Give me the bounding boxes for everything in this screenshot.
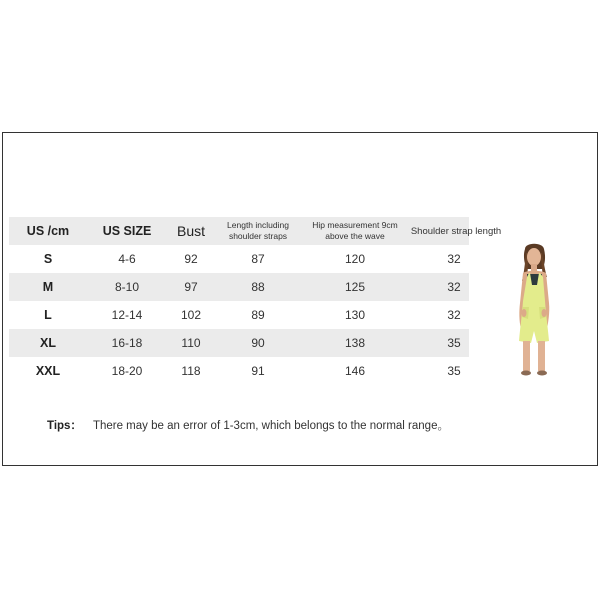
header-length	[223, 217, 293, 245]
row-hip: 120	[344, 252, 366, 266]
header-shoulder-strap: Shoulder strap length	[410, 225, 502, 237]
row-hip: 138	[344, 336, 366, 350]
row-us-size: 18-20	[111, 364, 143, 378]
row-hip: 125	[344, 280, 366, 294]
row-us-size: 8-10	[114, 280, 140, 294]
size-chart-frame	[2, 132, 598, 466]
row-length: 90	[251, 336, 265, 350]
row-bust: 110	[181, 336, 201, 350]
row-bust: 118	[181, 364, 201, 378]
row-strap: 35	[447, 336, 461, 350]
row-bust: 92	[184, 252, 198, 266]
row-strap: 32	[447, 308, 461, 322]
tips-note	[47, 417, 449, 433]
row-length: 89	[251, 308, 265, 322]
row-length: 91	[251, 364, 265, 378]
row-bust: 102	[180, 308, 202, 322]
row-size: XXL	[35, 364, 61, 378]
row-size: M	[42, 280, 54, 294]
product-photo	[503, 243, 565, 377]
table-row	[9, 357, 469, 385]
header-hip-line1: Hip measurement 9cm	[312, 220, 398, 230]
row-size: XL	[40, 336, 56, 350]
row-strap: 32	[447, 280, 461, 294]
table-row	[9, 301, 469, 329]
header-us-size: US SIZE	[102, 224, 152, 238]
header-length-line1: Length including	[227, 220, 289, 230]
header-bust: Bust	[176, 223, 205, 239]
header-hip	[305, 217, 405, 245]
row-strap: 32	[447, 252, 461, 266]
tips-text: There may be an error of 1-3cm, which belongs to the normal range。	[92, 420, 449, 432]
row-hip: 146	[344, 364, 366, 378]
row-us-size: 12-14	[111, 308, 143, 322]
table-row	[9, 273, 469, 301]
row-strap: 35	[447, 364, 461, 378]
header-length-line2: shoulder straps	[228, 231, 288, 241]
row-bust: 97	[184, 280, 198, 294]
row-us-size: 4-6	[118, 252, 136, 266]
tips-label: Tips：	[47, 420, 82, 432]
row-size: L	[44, 308, 52, 322]
row-us-size: 16-18	[111, 336, 143, 350]
header-us-cm: US /cm	[26, 224, 70, 238]
table-row	[9, 245, 469, 273]
row-length: 87	[251, 252, 265, 266]
row-size: S	[43, 252, 53, 266]
row-length: 88	[251, 280, 265, 294]
header-hip-line2: above the wave	[325, 231, 385, 241]
table-row	[9, 329, 469, 357]
table-header-row	[9, 217, 469, 245]
row-hip: 130	[344, 308, 366, 322]
